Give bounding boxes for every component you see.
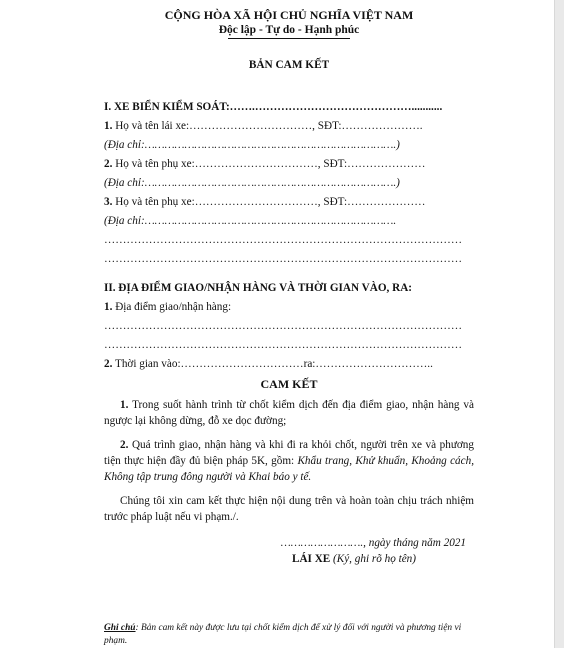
page-edge xyxy=(554,0,564,648)
assistant1-address-line: (Địa chỉ:………………………………………………………………….) xyxy=(104,177,400,189)
footnote-text: : Bản cam kết này được lưu tại chốt kiểm dịch để xử lý đối với người và phương tiện vi phạm. xyxy=(104,623,462,646)
assistant2-name-line xyxy=(104,193,474,212)
driver-name-line xyxy=(104,117,474,136)
commitment-1-text: Trong suốt hành trình từ chốt kiểm dịch đến địa điểm giao, nhận hàng và ngược lại không dừng, đỗ xe dọc đường; xyxy=(104,399,474,427)
commitment-paragraph-1 xyxy=(104,397,474,429)
time-number: 2. xyxy=(104,358,113,370)
commitment-title: CAM KẾT xyxy=(260,377,318,391)
commitment-paragraph-3: Chúng tôi xin cam kết thực hiện nội dung trên và hoàn toàn chịu trách nhiệm trước pháp luật nếu vi phạm./. xyxy=(104,495,474,523)
place-label-line xyxy=(104,298,474,317)
section-2-heading: II. ĐỊA ĐIỂM GIAO/NHẬN HÀNG VÀ THỜI GIAN VÀO, RA: xyxy=(104,282,412,294)
date-line: ……………………., ngày tháng năm 2021 xyxy=(280,537,466,549)
assistant1-number: 2. xyxy=(104,158,113,170)
commitment-2-5k-list: Khẩu trang, Khử khuẩn, Khoảng cách, Không tập trung đông người và Khai báo y tế. xyxy=(104,455,474,483)
national-motto: Độc lập - Tự do - Hạnh phúc xyxy=(218,24,360,36)
driver-label: Họ và tên lái xe:……………………………, SĐT:…………………. xyxy=(112,120,423,132)
signature-role: LÁI XE xyxy=(292,553,331,565)
document-body xyxy=(104,6,474,567)
driver-number: 1. xyxy=(104,120,113,132)
commitment-2-number: 2. xyxy=(120,439,129,451)
assistant2-address-line: (Địa chỉ:…………………………………………………………………. xyxy=(104,215,397,227)
time-line xyxy=(104,355,474,374)
footnote-label: Ghi chú xyxy=(104,623,136,633)
signature-line xyxy=(104,551,474,567)
assistant1-label: Họ và tên phụ xe:……………………………, SĐT:………………… xyxy=(112,158,426,170)
place-line-2: …………………………………………………………………………………… xyxy=(104,339,462,351)
place-number: 1. xyxy=(104,301,113,313)
section1-extra-line-1: …………………………………………………………………………………… xyxy=(104,234,462,246)
commitment-1-number: 1. xyxy=(120,399,129,411)
driver-address-line: (Địa chỉ:………………………………………………………………….) xyxy=(104,139,400,151)
commitment-paragraph-2 xyxy=(104,437,474,485)
assistant1-name-line xyxy=(104,155,474,174)
assistant2-label: Họ và tên phụ xe:……………………………, SĐT:………………… xyxy=(112,196,426,208)
section1-extra-line-2: …………………………………………………………………………………… xyxy=(104,253,462,265)
national-title: CỘNG HÒA XÃ HỘI CHỦ NGHĨA VIỆT NAM xyxy=(164,8,414,22)
section-1-heading: I. XE BIỂN KIỂM SOÁT:…….……………………………………........... xyxy=(104,101,443,113)
motto-underline xyxy=(228,38,350,39)
time-label: Thời gian vào:……………………………ra:………………………….. xyxy=(112,358,433,370)
place-label: Địa điểm giao/nhận hàng: xyxy=(112,301,232,313)
footnote xyxy=(104,622,474,648)
signature-note: (Ký, ghi rõ họ tên) xyxy=(330,553,416,565)
commitment-2-text: Quá trình giao, nhận hàng và khi đi ra khỏi chốt, người trên xe và phương tiện thực hiện đầy đủ biện pháp 5K, gồm: xyxy=(104,439,474,467)
assistant2-number: 3. xyxy=(104,196,113,208)
place-line-1: …………………………………………………………………………………… xyxy=(104,320,462,332)
document-title: BẢN CAM KẾT xyxy=(248,59,330,71)
